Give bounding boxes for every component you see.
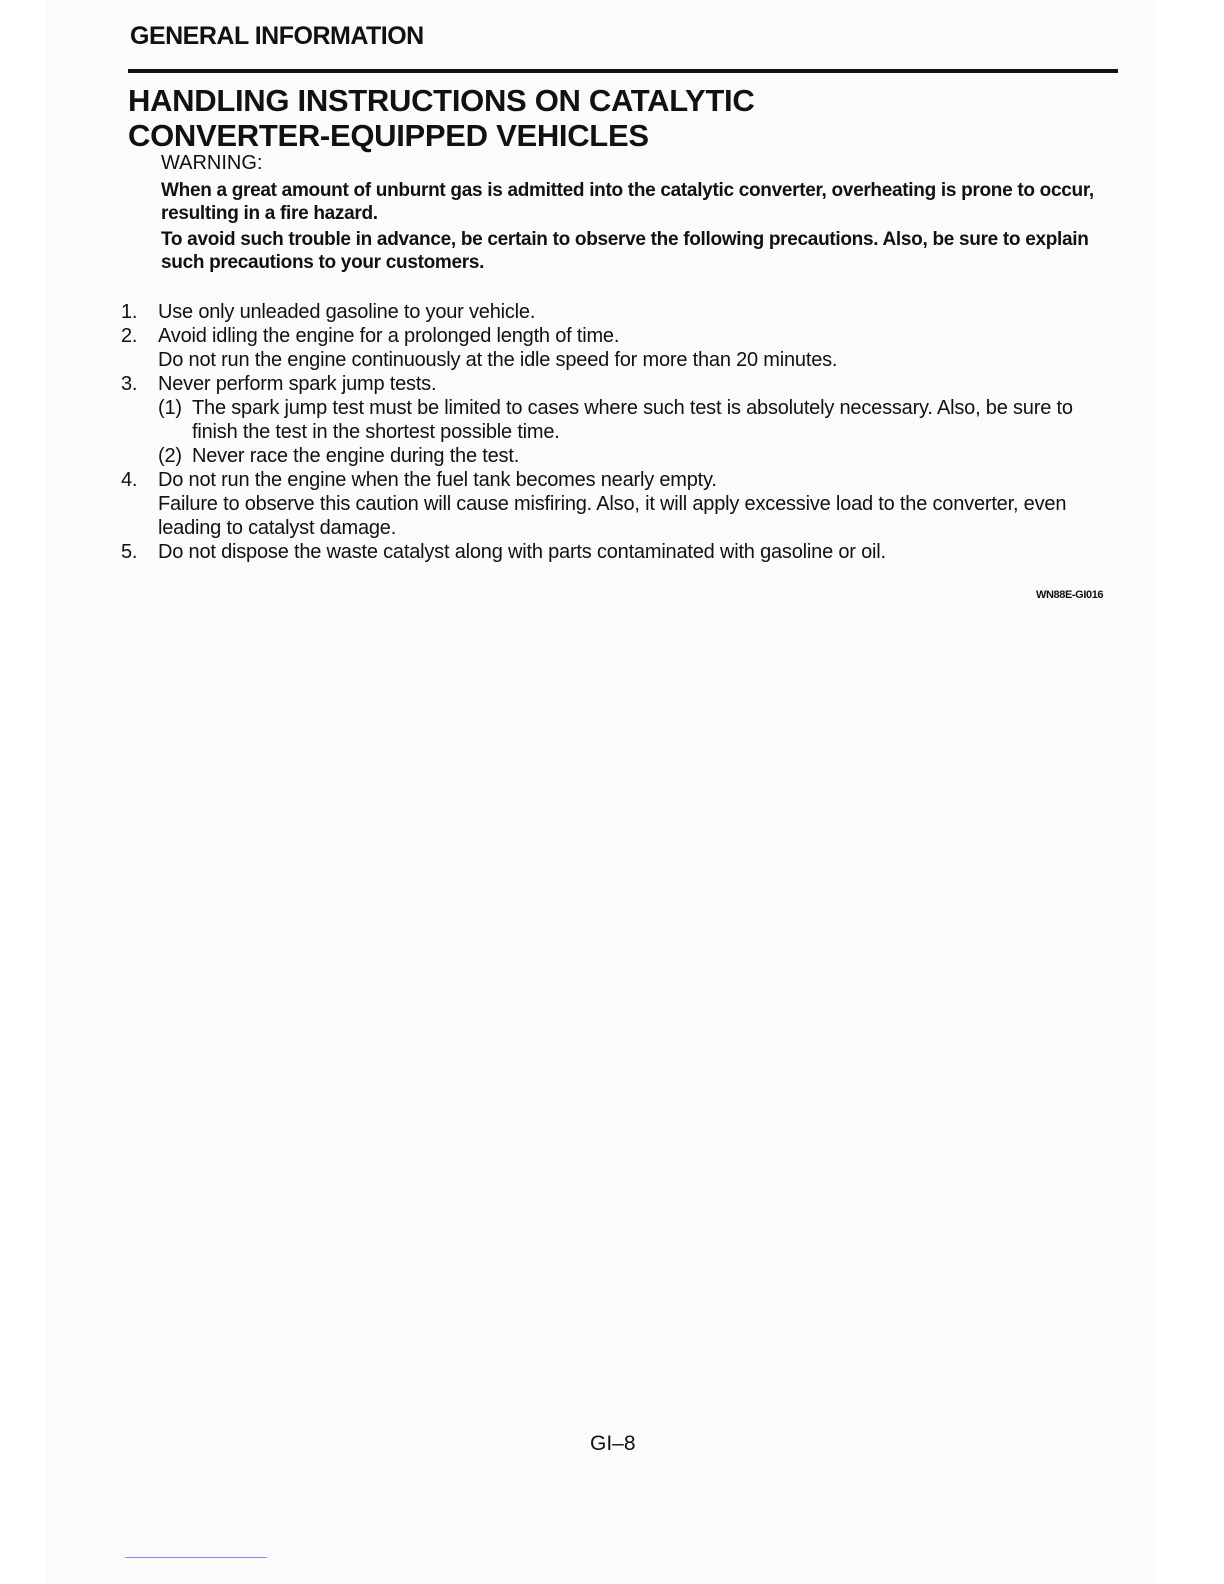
list-item xyxy=(121,372,1121,468)
warning-paragraph-1: When a great amount of unburnt gas is admitted into the catalytic converter, overheating is prone to occur, resulting in a fire hazard. xyxy=(161,180,1094,224)
header-rule xyxy=(128,69,1118,73)
sub-item xyxy=(158,444,1121,468)
item-text: Never perform spark jump tests. xyxy=(158,373,437,395)
sub-item-number: (1) xyxy=(158,397,182,419)
sub-item-text: Never race the engine during the test. xyxy=(192,445,520,467)
title-line-1: HANDLING INSTRUCTIONS ON CATALYTIC xyxy=(128,83,755,118)
list-item xyxy=(121,468,1121,540)
sub-item-text: The spark jump test must be limited to cases where such test is absolutely necessary. Also, be sure to finish the test in the shortest possible time. xyxy=(192,397,1073,443)
title-line-2: CONVERTER-EQUIPPED VEHICLES xyxy=(128,118,649,153)
page-number: GI–8 xyxy=(590,1432,636,1455)
list-item xyxy=(121,324,1121,372)
warning-block xyxy=(161,152,1121,277)
warning-label: WARNING: xyxy=(161,152,263,174)
list-item xyxy=(121,540,1121,564)
sub-item xyxy=(158,396,1121,444)
warning-paragraph-2: To avoid such trouble in advance, be certain to observe the following precautions. Also, be sure to explain such precautions to your customers. xyxy=(161,229,1089,273)
item-text: Use only unleaded gasoline to your vehicle. xyxy=(158,301,536,323)
list-item xyxy=(121,300,1121,324)
item-number: 2. xyxy=(121,325,138,347)
item-text: Do not run the engine continuously at the idle speed for more than 20 minutes. xyxy=(158,349,838,371)
item-text: Do not dispose the waste catalyst along with parts contaminated with gasoline or oil. xyxy=(158,541,886,563)
item-text: Avoid idling the engine for a prolonged length of time. xyxy=(158,325,620,347)
section-header: GENERAL INFORMATION xyxy=(130,22,424,50)
item-number: 4. xyxy=(121,469,138,491)
item-text: Do not run the engine when the fuel tank becomes nearly empty. xyxy=(158,469,717,491)
corner-line xyxy=(125,1557,267,1558)
page-title xyxy=(128,83,754,153)
precautions-list xyxy=(121,300,1121,564)
item-number: 5. xyxy=(121,541,138,563)
figure-code: WN88E-GI016 xyxy=(1036,589,1104,601)
sub-item-number: (2) xyxy=(158,445,182,467)
item-text: Failure to observe this caution will cause misfiring. Also, it will apply excessive load to the converter, even leading to catalyst damage. xyxy=(158,493,1067,539)
item-number: 3. xyxy=(121,373,138,395)
item-number: 1. xyxy=(121,301,138,323)
